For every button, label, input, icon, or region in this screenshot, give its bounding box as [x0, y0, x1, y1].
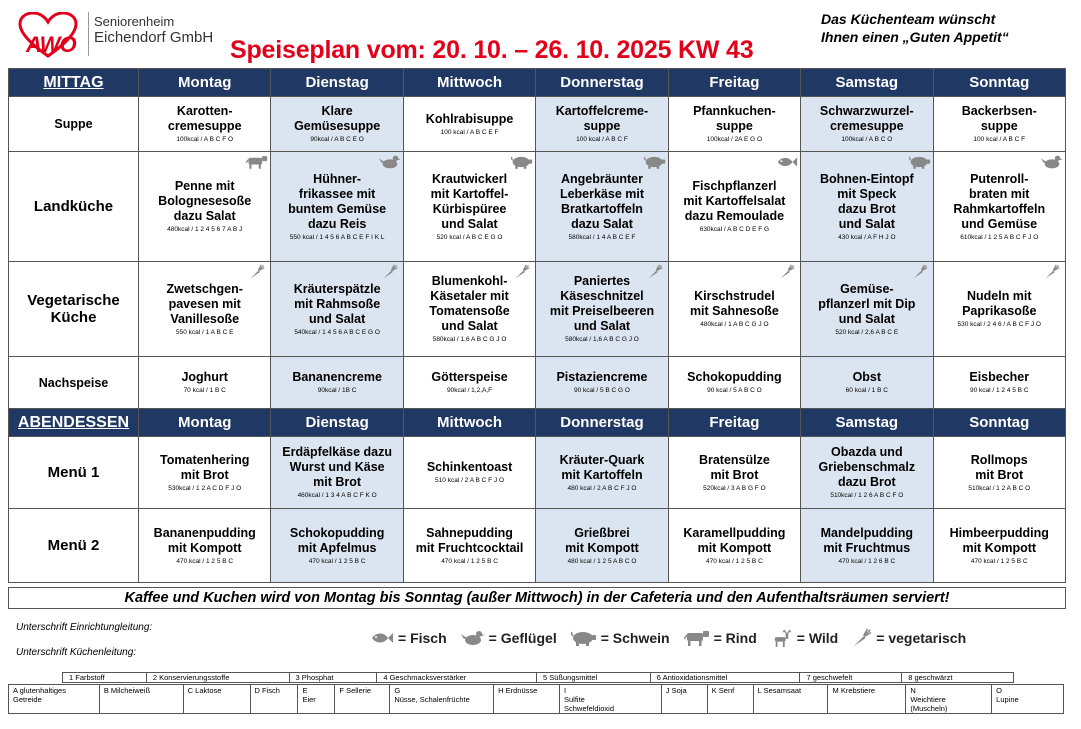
dish-cell [139, 262, 271, 357]
dish-info: 470 kcal / 1 2 5 B C [176, 557, 234, 565]
dish-name: Blumenkohl- Käsetaler mit Tomatensoße und Salat [429, 274, 510, 333]
dish-info: 90kcal / 1B C [317, 387, 357, 394]
dish-name: Götterspeise [431, 370, 508, 384]
signature-kueche: Unterschrift Küchenleitung: [16, 647, 137, 658]
carrot-icon [511, 264, 533, 280]
day-header-dienstag: Dienstag [271, 409, 403, 437]
dish-info: 480kcal / 1 2 4 5 6 7 A B J [167, 226, 243, 233]
legend-label: = vegetarisch [876, 630, 967, 646]
logo-brand: AWO [26, 32, 76, 57]
dish-info: 510kcal / 1 2 6 A B C F O [830, 492, 904, 499]
dish-name: Kirschstrudel mit Sahnesoße [689, 289, 779, 318]
dish-cell [668, 509, 800, 583]
dish-name: Sahnepudding mit Fruchtcocktail [415, 525, 524, 555]
additive-item: 7 geschwefelt [800, 673, 902, 682]
allergen-item: O Lupine [996, 686, 1019, 704]
dish-name: Penne mit Bolognesesoße dazu Salat [158, 179, 252, 223]
row-label: Vegetarische Küche [9, 262, 139, 357]
dish-name: Kräuterspätzle mit Rahmsoße und Salat [293, 281, 381, 326]
allergen-item: I Sulfite Schwefeldioxid [560, 685, 662, 713]
dish-name: Hühner- frikassee mit buntem Gemüse dazu Reis [288, 171, 387, 231]
dish-name: Schokopudding mit Apfelmus [289, 525, 385, 555]
dish-info: 90 kcal / 1 2 4 5 B C [969, 387, 1029, 394]
signature-einrichtung: Unterschrift Einrichtungleitung: [16, 622, 153, 633]
dish-info: 90kcal / A B C E O [310, 136, 364, 143]
dish-cell [536, 152, 668, 262]
dish-info: 100 kcal / A B C F [973, 136, 1026, 143]
dish-info: 510 kcal / 2 A B C F J O [435, 477, 505, 484]
legend-label: = Geflügel [488, 630, 557, 646]
dish-info: 630kcal / A B C D E F G [699, 226, 770, 233]
dish-name: Karamellpudding mit Kompott [683, 525, 786, 555]
dish-name: Gemüse- pflanzerl mit Dip und Salat [818, 281, 916, 326]
day-header-dienstag: Dienstag [271, 69, 403, 97]
additives-legend [62, 672, 1014, 683]
dish-cell [139, 509, 271, 583]
dish-info: 580kcal / 1 4 A B C E F [568, 233, 636, 241]
dish-info: 100 kcal / A B C F [576, 136, 628, 143]
carrot-icon [909, 264, 931, 280]
dish-info: 550 kcal / 1 4 5 6 A B C E F I K L [289, 233, 385, 241]
dish-info: 530kcal / 1 2 A C D F J O [168, 484, 242, 492]
dish-info: 460kcal / 1 3 4 A B C F K O [297, 492, 377, 499]
additive-item: 4 Geschmacksverstärker [377, 673, 537, 682]
carrot-icon [1041, 264, 1063, 280]
additive-item: 3 Phosphat [290, 673, 378, 682]
carrot-icon [379, 264, 401, 280]
dish-cell [668, 357, 800, 409]
additive-item: 5 Süßungsmittel [537, 673, 651, 682]
dish-cell [271, 262, 403, 357]
day-header-sonntag: Sonntag [933, 69, 1065, 97]
dish-cell [139, 357, 271, 409]
day-header-mittwoch: Mittwoch [403, 69, 535, 97]
dish-cell [139, 152, 271, 262]
dish-info: 90 kcal / 5 B C G O [573, 387, 630, 394]
dish-cell [801, 152, 933, 262]
allergens-legend [8, 684, 1064, 714]
dish-info: 480 kcal / 1 2 5 A B C O [567, 557, 637, 565]
dish-name: Fischpflanzerl mit Kartoffelsalat dazu Remoulade [683, 179, 786, 223]
dish-cell [271, 152, 403, 262]
dish-cell [933, 152, 1065, 262]
dish-cell [139, 97, 271, 152]
pig-icon [644, 154, 666, 170]
dish-cell [801, 97, 933, 152]
dish-cell [933, 357, 1065, 409]
poultry-icon [1041, 154, 1063, 170]
dish-cell [536, 97, 668, 152]
dish-name: Rollmops mit Brot [970, 452, 1028, 482]
legend-label: = Rind [713, 630, 757, 646]
dish-cell [536, 437, 668, 509]
row-label: Suppe [9, 97, 139, 152]
legend-item [461, 630, 557, 646]
mittag-section-title: MITTAG [9, 69, 139, 97]
row-label: Menü 2 [9, 509, 139, 583]
allergen-item: B Milcheiweiß [100, 685, 184, 713]
menu-table [8, 68, 1066, 583]
day-header-donnerstag: Donnerstag [536, 69, 668, 97]
logo-line1: Seniorenheim [94, 14, 175, 29]
dish-info: 480 kcal / 2 A B C F J O [567, 484, 637, 492]
additive-item: 8 geschwärzt [908, 673, 953, 682]
day-header-montag: Montag [139, 69, 271, 97]
row-label: Landküche [9, 152, 139, 262]
abend-header-row [9, 409, 1066, 437]
dish-cell [933, 509, 1065, 583]
mittag-header-row [9, 69, 1066, 97]
dish-cell [668, 152, 800, 262]
dish-cell [271, 357, 403, 409]
fish-icon [776, 154, 798, 170]
dish-cell [933, 97, 1065, 152]
dish-cell [801, 357, 933, 409]
dish-name: Bratensülze mit Brot [698, 452, 770, 482]
carrot-icon [776, 264, 798, 280]
legend-item [771, 629, 839, 647]
fish-icon [370, 630, 394, 646]
dish-cell [536, 509, 668, 583]
dish-cell [668, 97, 800, 152]
dish-name: Obazda und Griebenschmalz dazu Brot [818, 445, 916, 489]
legend-item [571, 630, 670, 646]
dish-info: 580kcal / 1,6 A B C G J O [432, 336, 507, 343]
dish-cell [139, 437, 271, 509]
dish-info: 470 kcal / 1 2 5 B C [970, 557, 1028, 565]
menu-row [9, 152, 1066, 262]
dish-name: Pistaziencreme [556, 370, 648, 384]
allergen-item: M Krebstiere [828, 685, 906, 713]
dish-name: Krautwickerl mit Kartoffel- Kürbispüree und Salat [430, 171, 509, 231]
dish-name: Pfannkuchen- suppe [693, 104, 776, 133]
dish-info: 550 kcal / 1 A B C E [175, 328, 234, 336]
legend-label: = Fisch [398, 630, 447, 646]
dish-name: Klare Gemüsesuppe [294, 104, 381, 133]
allergen-item: L Sesamsaat [754, 685, 829, 713]
dish-cell [801, 437, 933, 509]
icon-legend [370, 626, 966, 650]
dish-name: Karotten- cremesuppe [167, 104, 242, 133]
poultry-icon [379, 154, 401, 170]
dish-info: 520 kcal / 2,6 A B C E [835, 328, 899, 336]
carrot-icon [852, 628, 872, 648]
dish-cell [403, 437, 535, 509]
dish-info: 100kcal / A B C O [841, 136, 893, 143]
row-label: Nachspeise [9, 357, 139, 409]
dish-name: Nudeln mit Paprikasoße [962, 289, 1037, 318]
dish-info: 530 kcal / 2 4 6 / A B C F J O [957, 321, 1041, 328]
dish-name: Himbeerpudding mit Kompott [949, 525, 1049, 555]
dish-name: Schwarzwurzel- cremesuppe [819, 104, 914, 133]
allergen-item: J Soja [662, 685, 708, 713]
dish-name: Zwetschgen- pavesen mit Vanillesoße [166, 281, 243, 326]
dish-name: Angebräunter Leberkäse mit Bratkartoffeln dazu Salat [559, 171, 645, 231]
dish-info: 100 kcal / A B C E F [440, 128, 499, 136]
dish-name: Kohlrabisuppe [425, 111, 514, 126]
cow-icon [246, 154, 268, 170]
allergen-item: K Senf [708, 685, 754, 713]
dish-cell [403, 262, 535, 357]
dish-cell [271, 509, 403, 583]
dish-name: Backerbsen- suppe [961, 104, 1037, 133]
dish-cell [536, 357, 668, 409]
dish-name: Schokopudding [687, 370, 782, 384]
allergen-item: C Laktose [184, 685, 251, 713]
cow-icon [684, 630, 710, 646]
dish-name: Bananencreme [292, 370, 382, 384]
dish-name: Grießbrei mit Kompott [565, 525, 639, 555]
dish-info: 510kcal / 1 2 A B C O [968, 484, 1031, 492]
dish-name: Joghurt [181, 370, 228, 384]
additive-item: 1 Farbstoff [63, 673, 147, 682]
dish-cell [933, 437, 1065, 509]
dish-name: Obst [852, 370, 882, 384]
day-header-mittwoch: Mittwoch [403, 409, 535, 437]
dish-name: Paniertes Käseschnitzel mit Preiselbeeren und Salat [549, 274, 655, 333]
dish-cell [933, 262, 1065, 357]
day-header-sonntag: Sonntag [933, 409, 1065, 437]
dish-info: 540kcal / 1 4 5 6 A B C E G O [294, 328, 380, 336]
carrot-icon [644, 264, 666, 280]
dish-info: 470 kcal / 1 2 5 B C [308, 557, 366, 565]
dish-info: 520kcal / 3 A B G F O [703, 484, 766, 492]
logo-divider [88, 12, 89, 56]
dish-cell [801, 509, 933, 583]
dish-info: 470 kcal / 1 2 5 B C [706, 557, 763, 565]
abend-section-title: ABENDESSEN [9, 409, 139, 437]
dish-cell [403, 97, 535, 152]
menu-row [9, 357, 1066, 409]
dish-cell [271, 437, 403, 509]
dish-info: 90 kcal / 5 A B C O [707, 387, 762, 394]
dish-cell [668, 437, 800, 509]
legend-item [684, 630, 757, 646]
allergen-item: N Weichtiere (Muscheln) [906, 685, 992, 713]
pig-icon [511, 154, 533, 170]
dish-name: Schinkentoast [426, 460, 513, 474]
menu-row [9, 437, 1066, 509]
carrot-icon [246, 264, 268, 280]
menu-row [9, 97, 1066, 152]
allergen-item: A glutenhaltiges Getreide [9, 685, 100, 713]
dish-info: 430 kcal / A F H J O [838, 233, 896, 241]
pig-icon [571, 630, 597, 646]
dish-name: Tomatenhering mit Brot [160, 452, 250, 482]
dish-info: 100kcal / 2A E G O [706, 136, 763, 143]
dish-cell [536, 262, 668, 357]
legend-item [852, 628, 966, 648]
dish-name: Erdäpfelkäse dazu Wurst und Käse mit Brot [282, 445, 393, 489]
day-header-samstag: Samstag [801, 69, 933, 97]
day-header-donnerstag: Donnerstag [536, 409, 668, 437]
additive-item: 6 Antioxidationsmittel [651, 673, 801, 682]
dish-cell [668, 262, 800, 357]
awo-logo [18, 12, 228, 62]
dish-name: Bohnen-Eintopf mit Speck dazu Brot und Salat [819, 171, 914, 231]
dish-name: Bananenpudding mit Kompott [153, 525, 256, 555]
legend-label: = Wild [796, 630, 839, 646]
menu-row [9, 509, 1066, 583]
dish-info: 60 kcal / 1 B C [845, 387, 888, 394]
dish-cell [403, 152, 535, 262]
day-header-freitag: Freitag [668, 409, 800, 437]
greeting-line2: Ihnen einen „Guten Appetit“ [821, 29, 1009, 45]
allergen-item: E Eier [298, 685, 335, 713]
dish-info: 480kcal / 1 A B C G J O [700, 321, 769, 328]
legend-label: = Schwein [600, 630, 670, 646]
dish-name: Kartoffelcreme- suppe [555, 104, 649, 133]
dish-info: 470 kcal / 1 2 5 B C [441, 557, 498, 565]
greeting-line1: Das Küchenteam wünscht [821, 11, 996, 27]
dish-name: Mandelpudding mit Fruchtmus [820, 525, 913, 555]
row-label: Menü 1 [9, 437, 139, 509]
dish-info: 90kcal / 1,2,A,F [446, 387, 493, 394]
menu-row [9, 262, 1066, 357]
poultry-icon [461, 630, 485, 646]
allergen-item: H Erdnüsse [494, 685, 560, 713]
dish-info: 470 kcal / 1 2 6 B C [838, 557, 896, 565]
dish-info: 520 kcal / A B C E G O [436, 233, 503, 241]
dish-cell [403, 509, 535, 583]
greeting [821, 10, 1061, 46]
day-header-montag: Montag [139, 409, 271, 437]
day-header-samstag: Samstag [801, 409, 933, 437]
allergen-item: F Sellerie [335, 685, 390, 713]
pig-icon [909, 154, 931, 170]
dish-cell [403, 357, 535, 409]
dish-cell [271, 97, 403, 152]
dish-cell [801, 262, 933, 357]
dish-info: 100kcal / A B C F O [176, 136, 234, 143]
allergen-item: G Nüsse, Schalenfrüchte [390, 685, 494, 713]
dish-name: Kräuter-Quark mit Kartoffeln [559, 452, 645, 482]
dish-info: 610kcal / 1 2 5 A B C F J O [960, 233, 1039, 241]
dish-info: 580kcal / 1,6 A B C G J O [565, 336, 639, 343]
cafe-notice: Kaffee und Kuchen wird von Montag bis Sonntag (außer Mittwoch) in der Cafeteria und den Aufenthaltsräumen serviert! [8, 587, 1066, 609]
allergen-item: D Fisch [251, 685, 299, 713]
deer-icon [771, 629, 793, 647]
page-title: Speiseplan vom: 20. 10. – 26. 10. 2025 KW 43 [230, 36, 754, 64]
dish-name: Eisbecher [969, 370, 1030, 384]
day-header-freitag: Freitag [668, 69, 800, 97]
dish-name: Putenroll- braten mit Rahmkartoffeln und Gemüse [953, 171, 1046, 231]
additive-item: 2 Konservierungsstoffe [147, 673, 290, 682]
logo-line2: Eichendorf GmbH [94, 29, 214, 46]
dish-info: 70 kcal / 1 B C [183, 387, 226, 394]
legend-item [370, 630, 447, 646]
